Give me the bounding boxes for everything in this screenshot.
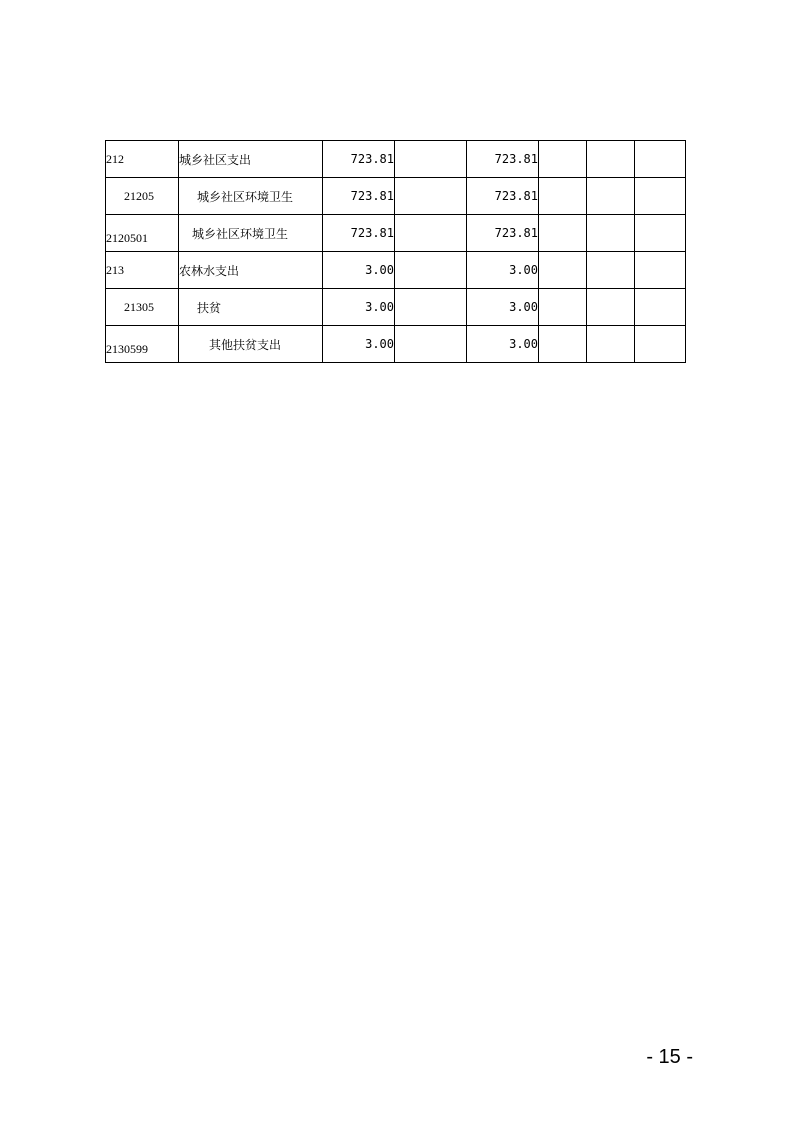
table-row	[106, 215, 686, 252]
amount-cell	[635, 289, 686, 326]
amount-cell: 3.00	[467, 289, 539, 326]
amount-cell: 3.00	[467, 326, 539, 363]
subject-name: 城乡社区环境卫生	[179, 178, 323, 215]
amount-cell	[635, 252, 686, 289]
subject-name: 其他扶贫支出	[179, 326, 323, 363]
amount-cell	[539, 326, 587, 363]
subject-code: 2130599	[106, 326, 179, 363]
subject-name: 扶贫	[179, 289, 323, 326]
amount-cell	[587, 289, 635, 326]
subject-code: 212	[106, 141, 179, 178]
amount-cell: 723.81	[467, 215, 539, 252]
amount-cell	[635, 326, 686, 363]
total-amount: 723.81	[323, 141, 395, 178]
amount-cell	[539, 289, 587, 326]
table-row	[106, 141, 686, 178]
amount-cell: 3.00	[467, 252, 539, 289]
amount-cell	[539, 215, 587, 252]
amount-cell: 723.81	[467, 141, 539, 178]
table-row	[106, 289, 686, 326]
amount-cell	[635, 178, 686, 215]
amount-cell	[395, 252, 467, 289]
amount-cell	[587, 141, 635, 178]
subject-name: 城乡社区支出	[179, 141, 323, 178]
amount-cell	[587, 215, 635, 252]
subject-name: 农林水支出	[179, 252, 323, 289]
budget-table	[105, 140, 686, 363]
total-amount: 3.00	[323, 289, 395, 326]
total-amount: 3.00	[323, 326, 395, 363]
amount-cell	[539, 178, 587, 215]
subject-code: 21205	[106, 178, 179, 215]
amount-cell	[395, 178, 467, 215]
amount-cell	[635, 215, 686, 252]
total-amount: 3.00	[323, 252, 395, 289]
amount-cell	[539, 141, 587, 178]
amount-cell	[587, 252, 635, 289]
table-row	[106, 178, 686, 215]
subject-code: 2120501	[106, 215, 179, 252]
subject-code: 21305	[106, 289, 179, 326]
total-amount: 723.81	[323, 215, 395, 252]
amount-cell	[587, 178, 635, 215]
subject-code: 213	[106, 252, 179, 289]
page-number: - 15 -	[646, 1046, 693, 1068]
table-row	[106, 326, 686, 363]
amount-cell	[395, 289, 467, 326]
total-amount: 723.81	[323, 178, 395, 215]
amount-cell: 723.81	[467, 178, 539, 215]
amount-cell	[395, 141, 467, 178]
table-row	[106, 252, 686, 289]
subject-name: 城乡社区环境卫生	[179, 215, 323, 252]
amount-cell	[395, 326, 467, 363]
amount-cell	[587, 326, 635, 363]
amount-cell	[395, 215, 467, 252]
amount-cell	[635, 141, 686, 178]
amount-cell	[539, 252, 587, 289]
